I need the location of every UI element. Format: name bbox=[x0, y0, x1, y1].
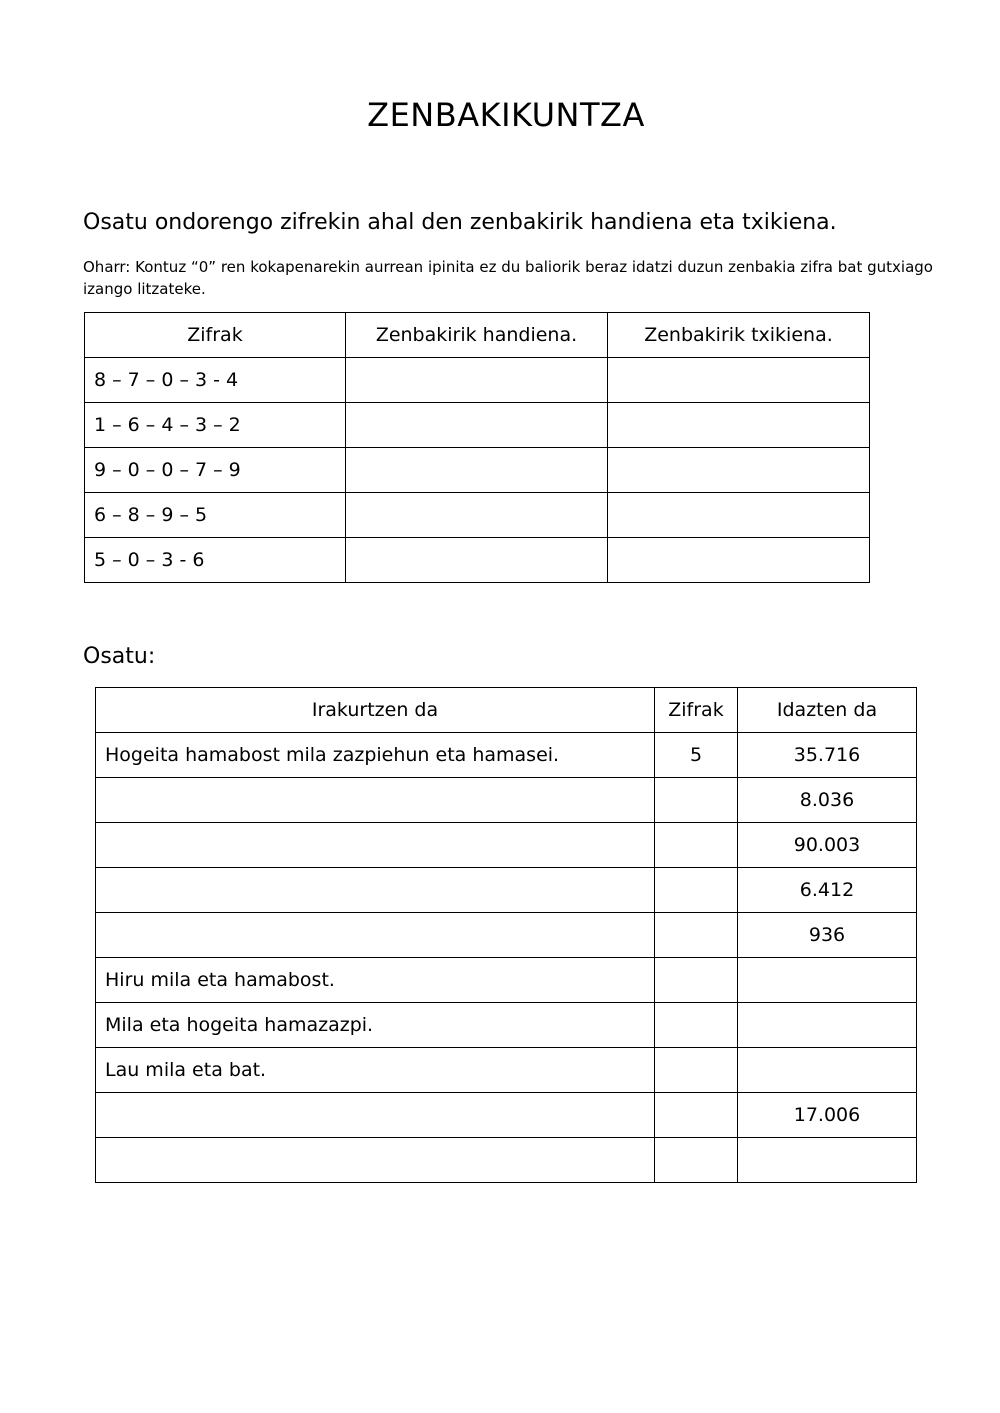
section-heading: Osatu: bbox=[83, 644, 156, 669]
column-header-digits: Zifrak bbox=[655, 688, 738, 733]
table-row bbox=[96, 1003, 917, 1048]
digit-count-cell[interactable] bbox=[655, 958, 738, 1003]
smallest-number-cell[interactable] bbox=[608, 448, 870, 493]
read-cell[interactable] bbox=[96, 1093, 655, 1138]
read-cell[interactable] bbox=[96, 913, 655, 958]
written-number-cell[interactable] bbox=[738, 1138, 917, 1183]
digit-count-cell[interactable] bbox=[655, 1093, 738, 1138]
instruction-text: Osatu ondorengo zifrekin ahal den zenbakirik handiena eta txikiena. bbox=[83, 210, 837, 235]
smallest-number-cell[interactable] bbox=[608, 358, 870, 403]
note-text: Oharr: Kontuz “0” ren kokapenarekin aurrean ipinita ez du baliorik beraz idatzi duzun zenbakia zifra bat gutxiago izango litzateke. bbox=[83, 258, 933, 298]
written-number-cell[interactable]: 6.412 bbox=[738, 868, 917, 913]
written-number-cell[interactable]: 17.006 bbox=[738, 1093, 917, 1138]
largest-number-cell[interactable] bbox=[346, 358, 608, 403]
page-title: ZENBAKIKUNTZA bbox=[367, 96, 645, 134]
read-cell[interactable]: Lau mila eta bat. bbox=[96, 1048, 655, 1093]
table-header-row bbox=[85, 313, 870, 358]
digit-count-cell[interactable]: 5 bbox=[655, 733, 738, 778]
written-number-cell[interactable] bbox=[738, 1003, 917, 1048]
largest-number-cell[interactable] bbox=[346, 493, 608, 538]
smallest-number-cell[interactable] bbox=[608, 403, 870, 448]
read-cell[interactable]: Hiru mila eta hamabost. bbox=[96, 958, 655, 1003]
table-row bbox=[96, 1138, 917, 1183]
written-number-cell[interactable]: 8.036 bbox=[738, 778, 917, 823]
largest-number-cell[interactable] bbox=[346, 403, 608, 448]
column-header-zifrak: Zifrak bbox=[85, 313, 346, 358]
digits-cell: 9 – 0 – 0 – 7 – 9 bbox=[85, 448, 346, 493]
column-header-read: Irakurtzen da bbox=[96, 688, 655, 733]
read-cell[interactable] bbox=[96, 778, 655, 823]
table-row bbox=[85, 358, 870, 403]
table-row bbox=[85, 448, 870, 493]
table-row bbox=[96, 1093, 917, 1138]
digit-count-cell[interactable] bbox=[655, 823, 738, 868]
digit-count-cell[interactable] bbox=[655, 1138, 738, 1183]
digits-table bbox=[84, 312, 870, 583]
column-header-largest: Zenbakirik handiena. bbox=[346, 313, 608, 358]
table-row bbox=[85, 403, 870, 448]
read-cell[interactable]: Mila eta hogeita hamazazpi. bbox=[96, 1003, 655, 1048]
written-number-cell[interactable] bbox=[738, 958, 917, 1003]
largest-number-cell[interactable] bbox=[346, 538, 608, 583]
digit-count-cell[interactable] bbox=[655, 778, 738, 823]
table-row bbox=[96, 733, 917, 778]
table-row bbox=[96, 868, 917, 913]
digits-cell: 5 – 0 – 3 - 6 bbox=[85, 538, 346, 583]
table-row bbox=[96, 778, 917, 823]
table-row bbox=[96, 1048, 917, 1093]
read-cell[interactable] bbox=[96, 823, 655, 868]
written-number-cell[interactable]: 90.003 bbox=[738, 823, 917, 868]
digits-cell: 6 – 8 – 9 – 5 bbox=[85, 493, 346, 538]
table-row bbox=[85, 538, 870, 583]
table-header-row bbox=[96, 688, 917, 733]
smallest-number-cell[interactable] bbox=[608, 538, 870, 583]
column-header-written: Idazten da bbox=[738, 688, 917, 733]
largest-number-cell[interactable] bbox=[346, 448, 608, 493]
digit-count-cell[interactable] bbox=[655, 913, 738, 958]
reading-writing-table bbox=[95, 687, 917, 1183]
digits-cell: 8 – 7 – 0 – 3 - 4 bbox=[85, 358, 346, 403]
written-number-cell[interactable]: 35.716 bbox=[738, 733, 917, 778]
read-cell[interactable]: Hogeita hamabost mila zazpiehun eta hamasei. bbox=[96, 733, 655, 778]
smallest-number-cell[interactable] bbox=[608, 493, 870, 538]
table-row bbox=[96, 958, 917, 1003]
table-row bbox=[96, 823, 917, 868]
digit-count-cell[interactable] bbox=[655, 1048, 738, 1093]
table-row bbox=[96, 913, 917, 958]
column-header-smallest: Zenbakirik txikiena. bbox=[608, 313, 870, 358]
read-cell[interactable] bbox=[96, 868, 655, 913]
digit-count-cell[interactable] bbox=[655, 1003, 738, 1048]
read-cell[interactable] bbox=[96, 1138, 655, 1183]
written-number-cell[interactable]: 936 bbox=[738, 913, 917, 958]
digits-cell: 1 – 6 – 4 – 3 – 2 bbox=[85, 403, 346, 448]
digit-count-cell[interactable] bbox=[655, 868, 738, 913]
table-row bbox=[85, 493, 870, 538]
written-number-cell[interactable] bbox=[738, 1048, 917, 1093]
